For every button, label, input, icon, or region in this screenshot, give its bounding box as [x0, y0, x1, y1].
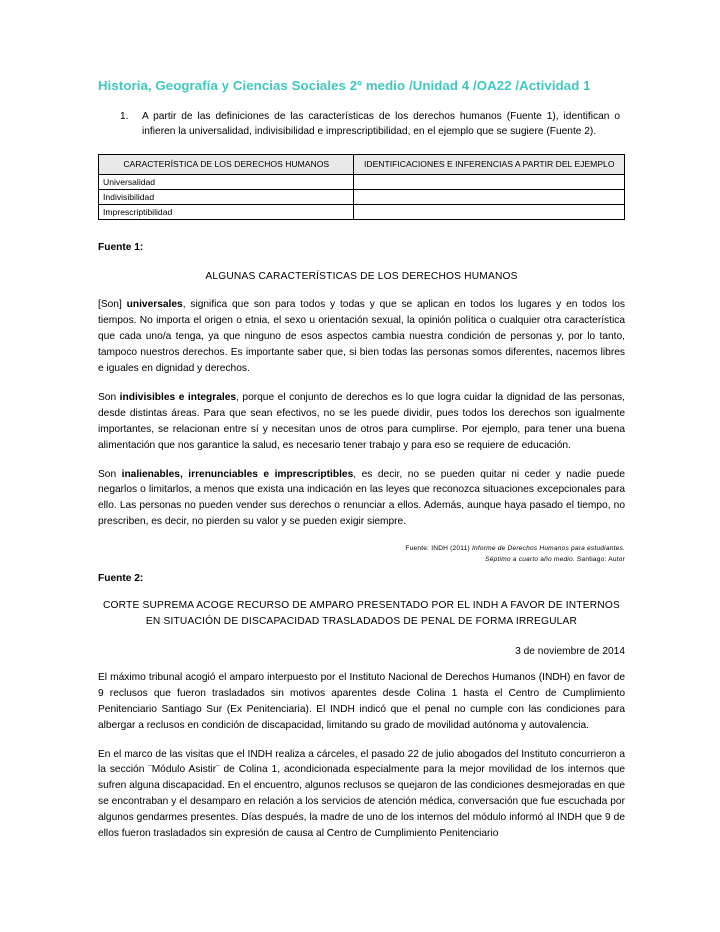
table-header-inferences: IDENTIFICACIONES E INFERENCIAS A PARTIR DEL EJEMPLO [354, 155, 625, 175]
citation-italic-line2: Séptimo a cuarto año medio. [485, 555, 575, 563]
fuente1-paragraph-1 [98, 297, 625, 377]
instruction-number: 1. [120, 110, 129, 122]
para2-lead-plain: Son [98, 391, 120, 403]
table-row [99, 190, 625, 205]
citation-plain: Fuente: INDH (2011) [405, 545, 472, 553]
page-title: Historia, Geografía y Ciencias Sociales 2º medio /Unidad 4 /OA22 /Actividad 1 [98, 78, 591, 93]
table-head [99, 155, 625, 175]
para3-lead-bold: inalienables, irrenunciables e imprescriptibles [121, 468, 354, 480]
fuente1-heading: ALGUNAS CARACTERÍSTICAS DE LOS DERECHOS HUMANOS [205, 271, 518, 283]
fuente2-date: 3 de noviembre de 2014 [515, 645, 625, 657]
table-header-row [99, 155, 625, 175]
para2-lead-bold: indivisibles e integrales [119, 391, 237, 403]
para1-lead-bold: universales [126, 299, 183, 311]
para1-rest: , significa que son para todos y todas y que se aplican en todos los lugares y en todos los tiempos. No importa el origen o etnia, el sexo u orientación sexual, la opinión política o cualquier otra característica que cada uno/a tenga, ya que ninguno de esos aspectos cambia nuestra condición de personas y, por lo tanto, tampoco nuestros derechos. Es importante saber que, si bien todas las personas somos diferentes, nacemos libres e iguales en dignidad y derechos. [98, 299, 625, 375]
citation-tail: Santiago: Autor [574, 555, 625, 563]
fuente1-label: Fuente 1: [98, 242, 144, 254]
table-cell-characteristic: Imprescriptibilidad [99, 205, 354, 220]
table-cell-characteristic: Universalidad [99, 175, 354, 190]
table-cell-answer[interactable] [354, 175, 625, 190]
para3-rest: , es decir, no se pueden quitar ni ceder y nadie puede negarlos o limitarlos, a menos que exista una indicación en las leyes que reconozca situaciones excepcionales para ello. Las personas no pueden vender sus derechos o renunciar a ellos. Además, aunque haya pasado el tiempo, no prescriben, es decir, no pierden su valor y se pueden exigir siempre. [98, 468, 625, 528]
table-body [99, 175, 625, 220]
fuente2-paragraph-1: El máximo tribunal acogió el amparo interpuesto por el Instituto Nacional de Derechos Humanos (INDH) en favor de 9 reclusos que fueron trasladados sin motivos aparentes desde Colina 1 hasta el Centro de Cumplimiento Penitenciario Santiago Sur (Ex Penitenciaria). El INDH indicó que el penal no cumple con las condiciones para albergar a reclusos en condición de discapacidad, limitando su grado de movilidad autónoma y autovalencia. [98, 671, 625, 731]
instruction-item [120, 109, 625, 141]
citation-italic-line1: Informe de Derechos Humanos para estudiantes. [471, 545, 625, 553]
fuente2-paragraph-2: En el marco de las visitas que el INDH realiza a cárceles, el pasado 22 de julio abogados del Instituto concurrieron a la sección ¨Módulo Asistir¨ de Colina 1, acondicionada especialmente para la mejor movilidad de los internos que sufren alguna discapacidad. En el encuentro, algunos reclusos se quejaron de las condiciones desmejoradas en que se encontraban y el desamparo en relación a los servicios de atención médica, conversación que fue escuchada por algunos gendarmes presentes. Días después, la madre de uno de los internos del módulo informó al INDH que 9 de ellos fueron trasladados sin expresión de causa al Centro de Cumplimiento Penitenciario [98, 748, 625, 840]
para3-lead-plain: Son [98, 468, 122, 480]
para1-lead-plain: [Son] [98, 299, 127, 311]
para2-rest: , porque el conjunto de derechos es lo que logra cuidar la dignidad de las personas, desde distintas áreas. Para que sean efectivos, no se les puede dividir, pues todos los derechos son igualmente importantes, se relacionan entre sí y necesitan unos de otros para cumplirse. Por ejemplo, para tener una buena alimentación que nos garantice la salud, es necesario tener trabajo y para eso se requiere de educación. [98, 391, 625, 451]
table-cell-answer[interactable] [354, 190, 625, 205]
table-cell-answer[interactable] [354, 205, 625, 220]
table-row [99, 205, 625, 220]
fuente2-heading: CORTE SUPREMA ACOGE RECURSO DE AMPARO PRESENTADO POR EL INDH A FAVOR DE INTERNOS EN SITUACIÓN DE DISCAPACIDAD TRASLADADOS DE PENAL DE FORMA IRREGULAR [103, 600, 620, 627]
characteristics-table [98, 154, 625, 220]
table-row [99, 175, 625, 190]
fuente1-paragraph-2 [98, 390, 625, 454]
instruction-text: A partir de las definiciones de las características de los derechos humanos (Fuente 1), identifican o infieren la universalidad, indivisibilidad e imprescriptibilidad, en el ejemplo que se sugiere (Fuente 2). [142, 110, 620, 138]
fuente1-paragraph-3 [98, 467, 625, 531]
table-cell-characteristic: Indivisibilidad [99, 190, 354, 205]
table-header-characteristic: CARACTERÍSTICA DE LOS DERECHOS HUMANOS [99, 155, 354, 175]
fuente2-label: Fuente 2: [98, 573, 144, 585]
fuente1-citation [98, 544, 625, 565]
